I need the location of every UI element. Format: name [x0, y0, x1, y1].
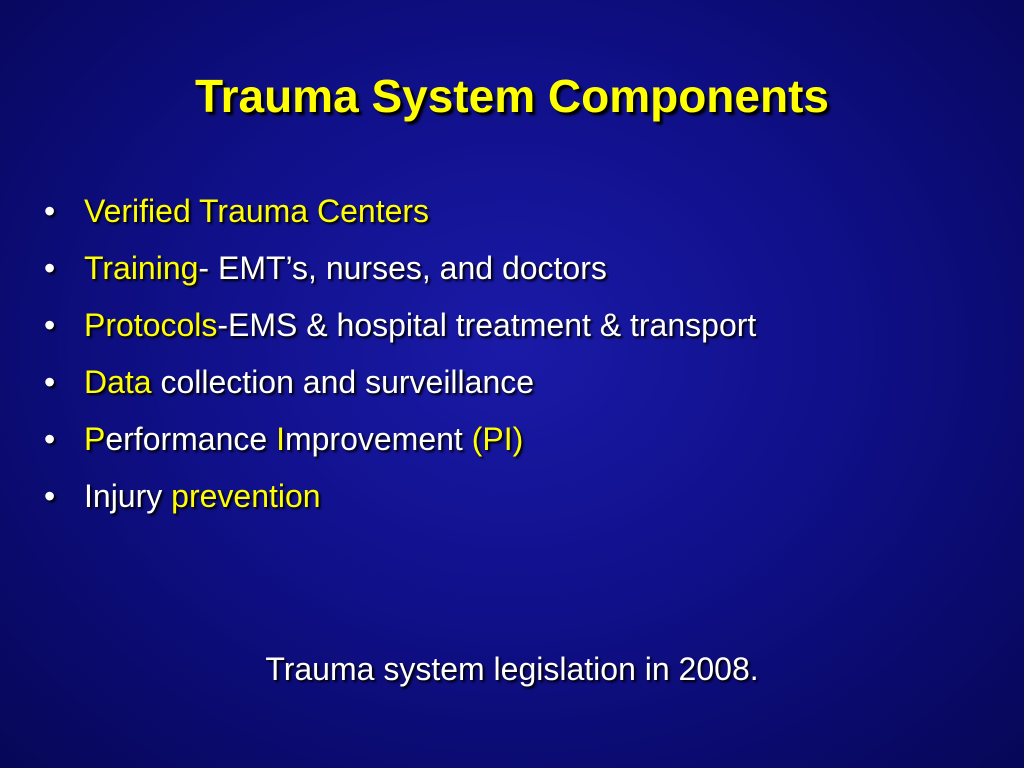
bullet-text	[84, 359, 534, 405]
bullet-detail: -EMS & hospital treatment & transport	[217, 307, 757, 343]
bullet-detail: Injury	[84, 478, 172, 514]
bullet-highlight: Training	[84, 250, 199, 286]
bullet-text	[84, 473, 321, 519]
bullet-dot-icon: •	[44, 421, 56, 457]
bullet-highlight: Data	[84, 364, 152, 400]
bullet-highlight: (PI)	[471, 421, 524, 457]
bullet-detail: erformance	[105, 421, 277, 457]
slide-title: Trauma System Components	[195, 70, 829, 122]
bullet-highlight: I	[276, 421, 285, 457]
slide-footer-note: Trauma system legislation in 2008.	[265, 651, 759, 687]
bullet-text	[84, 188, 429, 234]
bullet-highlight: P	[84, 421, 106, 457]
bullet-detail: mprovement	[284, 421, 472, 457]
bullet-dot-icon: •	[44, 478, 56, 514]
bullet-dot-icon: •	[44, 364, 56, 400]
bullet-highlight: Protocols	[84, 307, 218, 343]
bullet-highlight: Verified Trauma Centers	[84, 193, 430, 229]
bullet-text	[84, 245, 607, 291]
bullet-dot-icon: •	[44, 250, 56, 286]
bullet-text	[84, 302, 756, 348]
bullet-detail: - EMT’s, nurses, and doctors	[198, 250, 607, 286]
bullet-text	[84, 416, 523, 462]
bullet-dot-icon: •	[44, 307, 56, 343]
bullet-highlight: prevention	[171, 478, 321, 514]
bullet-dot-icon: •	[44, 193, 56, 229]
bullet-detail: collection and surveillance	[151, 364, 535, 400]
